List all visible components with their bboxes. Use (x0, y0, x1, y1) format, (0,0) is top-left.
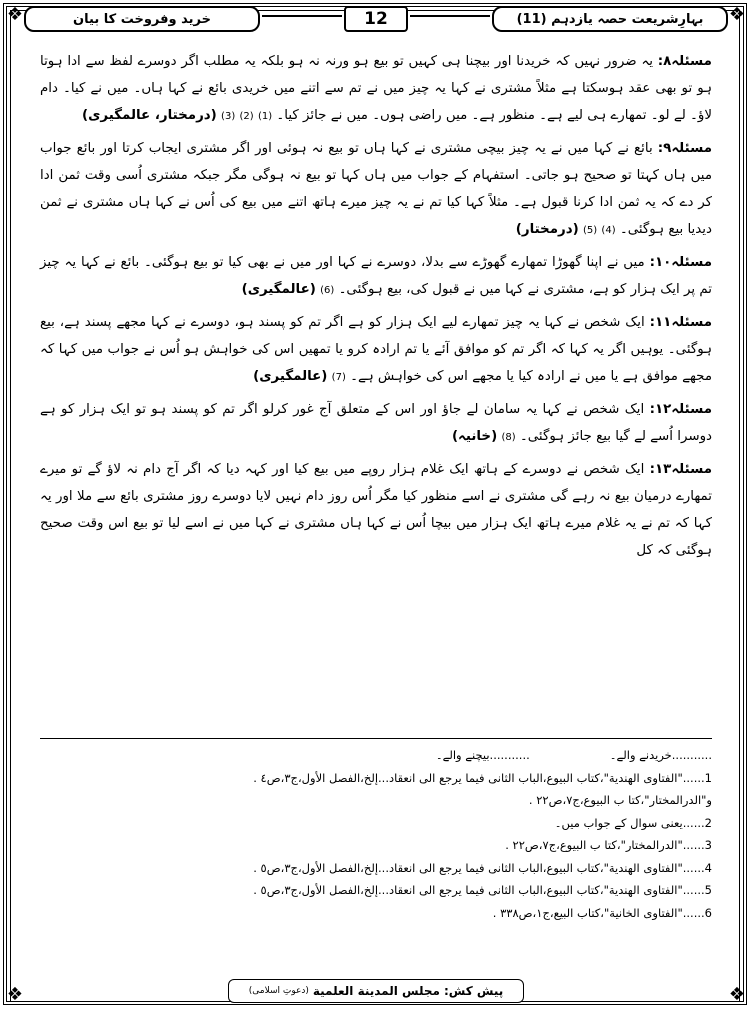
footnote-marker[interactable]: (1) (257, 111, 273, 122)
footnote-gloss-left: ...........بیچنے والے۔ (435, 748, 530, 762)
footnotes (40, 744, 712, 924)
header-ornament (262, 15, 342, 27)
citation: (خانیہ) (451, 429, 498, 444)
masala-text: دے کہ یہ ثمن ادا کرنا قبول ہے۔ مثلاً کہا کیا تم نے یہ چیز میرے ہاتھ اتنے میں بیع کی اُس نے کہا ہاں مشتری نے ثمن (40, 195, 694, 210)
footnote-line: و"الدرالمختار"،كتا ب البيوع،ج٧،ص٢٢ . (528, 793, 712, 807)
footnote-marker[interactable]: (8) (501, 432, 516, 443)
masala-text: یہ ضرور نہیں کہ خریدنا اور بیچنا ہی کہیں تو بیع ہو ورنہ نہ ہو بلکہ یہ مطلب اگر دوسرے لفظ سے ادا ہوتا ہو تو بھی (40, 54, 712, 96)
masala-text: جواب میں ہاں کہتا تو صحیح ہو جاتی۔ استفہام کے جواب میں ہاں کہا تو بیع نہ ہوگی مگر جبکہ مشتری اُسی وقت ثمن ادا کر (40, 141, 712, 210)
footer-org: مجلس المدينة العلمية (312, 984, 440, 998)
corner-ornament-icon: ❖ (728, 4, 746, 25)
footer-label: پیش کش: (443, 984, 504, 998)
masala-paragraph (40, 396, 712, 451)
masala-paragraph (40, 249, 712, 304)
masala-label: مسئلہ۹: (657, 141, 713, 156)
masala-label: مسئلہ۱۱: (649, 315, 713, 330)
masala-paragraph (40, 456, 712, 564)
masala-text: عقد ہوسکتا ہے مثلاً مشتری نے کہا یہ چیز میں نے تم سے اتنے میں خریدی بائع نے کہا ہاں۔ میں نے کیا۔ دام لاؤ۔ لے لو۔ (40, 81, 712, 123)
header-ornament (410, 15, 490, 27)
footnote-gloss (40, 744, 712, 767)
masala-text: میرے تمھارے درمیان بیع نہ رہے گی مشتری نے اسے منظور کیا مگر اُس روز دام نہیں لایا دوسرے روز مشتری بائع سے ملا اور یہ (40, 462, 712, 504)
footnote-line: 3......"الدرالمختار"،كتا ب البيوع،ج٧،ص٢٢ . (505, 838, 712, 852)
footer-sub: (دعوتِ اسلامی) (248, 986, 309, 996)
citation: (عالمگیری) (253, 369, 328, 384)
citation: (درمختار) (515, 222, 579, 237)
page-number: 12 (344, 6, 408, 32)
masala-text: یہ چیز تم پر ایک ہزار کو ہے، مشتری نے کہا میں نے قبول کی، بیع ہوگئی۔ (40, 255, 712, 297)
masala-paragraph (40, 309, 712, 391)
masala-text: ہوگئی۔ یوہیں اگر یہ کہا کہ اگر تم کو موافق آئے یا تم ارادہ کرو یا تمھیں اس کی خواہش ہو اُس نے جواب میں کہا کہ مجھے موافق ہے یا (40, 342, 712, 384)
masala-text: میں نے ارادہ کیا یا مجھے اس کی خواہش ہے۔ (350, 369, 607, 384)
footnote-line: 1......"الفتاوى الهندية"،كتاب البيوع،الباب الثانى فيما يرجع الى انعقاد...إلخ،الفصل الأول،ج٣،ص٤ . (253, 770, 712, 785)
publisher-footer (228, 979, 524, 1003)
corner-ornament-icon: ❖ (6, 4, 24, 25)
masala-label: مسئلہ۱۳: (649, 462, 713, 477)
footnote-marker[interactable]: (7) (331, 372, 346, 383)
footnote-line: 4......"الفتاوى الهندية"،كتاب البيوع،الباب الثانى فيما يرجع الى انعقاد...إلخ،الفصل الأول،ج٣،ص٥ . (253, 860, 712, 875)
citation: (درمختار، عالمگیری) (82, 108, 217, 123)
masala-text: ایک شخص نے کہا یہ سامان لے جاؤ اور اس کے متعلق آج غور کرلو اگر تم کو پسند ہو تو ایک ہزار کو ہے دوسرا (40, 402, 712, 444)
footnote-line: 6......"الفتاوى الخانية"،كتاب البيع،ج١،ص٣٣٨ . (492, 905, 712, 920)
masala-label: مسئلہ۱۰: (649, 255, 712, 270)
footnote-line: 2......یعنی سوال کے جواب میں۔ (554, 815, 712, 830)
footnote-marker[interactable]: (2) (239, 111, 254, 122)
book-title: بہارِشریعت حصہ یازدہم (11) (492, 6, 728, 32)
citation: (عالمگیری) (241, 282, 316, 297)
corner-ornament-icon: ❖ (6, 984, 24, 1005)
footnote-gloss-right: ...........خریدنے والے۔ (609, 748, 712, 762)
masala-paragraph (40, 48, 712, 130)
chapter-title: خرید وفروخت کا بیان (24, 6, 260, 32)
masala-text: ایک شخص نے دوسرے کے ہاتھ ایک غلام ہزار روپے میں بیع کیا اور کہہ دیا کہ اگر آج دام نہ لاؤ گے تو (71, 462, 645, 477)
footnote-marker[interactable]: (5) (582, 225, 598, 236)
masala-text: ایک شخص نے کہا یہ چیز تمھارے لیے ایک ہزار کو ہے اگر تم کو پسند ہو، دوسرے نے کہا مجھے پسند ہے، بیع (40, 315, 645, 330)
corner-ornament-icon: ❖ (728, 984, 746, 1005)
masala-text: میں نے اپنا گھوڑا تمھارے گھوڑے سے بدلا، دوسرے نے کہا اور میں نے بھی کیا تو بیع ہوگئی۔ بائع نے کہا (80, 255, 645, 270)
footnote-marker[interactable]: (6) (320, 285, 335, 296)
main-text (40, 48, 712, 569)
masala-text: تمھارے ہی لیے ہے۔ منظور ہے۔ میں راضی ہوں۔ میں نے جائز کیا۔ (276, 108, 647, 123)
footnote-marker[interactable]: (4) (601, 225, 616, 236)
footnote-line: 5......"الفتاوى الهندية"،كتاب البيوع،الباب الثانى فيما يرجع الى انعقاد...إلخ،الفصل الأول،ج٣،ص٥ . (253, 883, 712, 897)
masala-text: کہا کہ تم نے یہ غلام میرے ہاتھ ایک ہزار میں بیچا اُس نے کہا ہاں مشتری نے کہا میں نے اسے لیا تو بیع اس وقت صحیح ہوگئی کہ کل (40, 516, 712, 558)
footnote-separator (40, 738, 712, 739)
masala-text: بائع نے کہا میں نے یہ چیز بیچی مشتری نے کہا ہاں تو بیع نہ ہوئی اور اگر مشتری ایجاب کرتا اور بائع (76, 141, 653, 156)
masala-label: مسئلہ۱۲: (649, 402, 712, 417)
masala-paragraph (40, 135, 712, 244)
masala-text: دیدیا بیع ہوگئی۔ (619, 222, 712, 237)
masala-text: اُسے لے گیا بیع جائز ہوگئی۔ (519, 429, 673, 444)
masala-label: مسئلہ۸: (657, 54, 712, 69)
footnote-marker[interactable]: (3) (221, 111, 236, 122)
